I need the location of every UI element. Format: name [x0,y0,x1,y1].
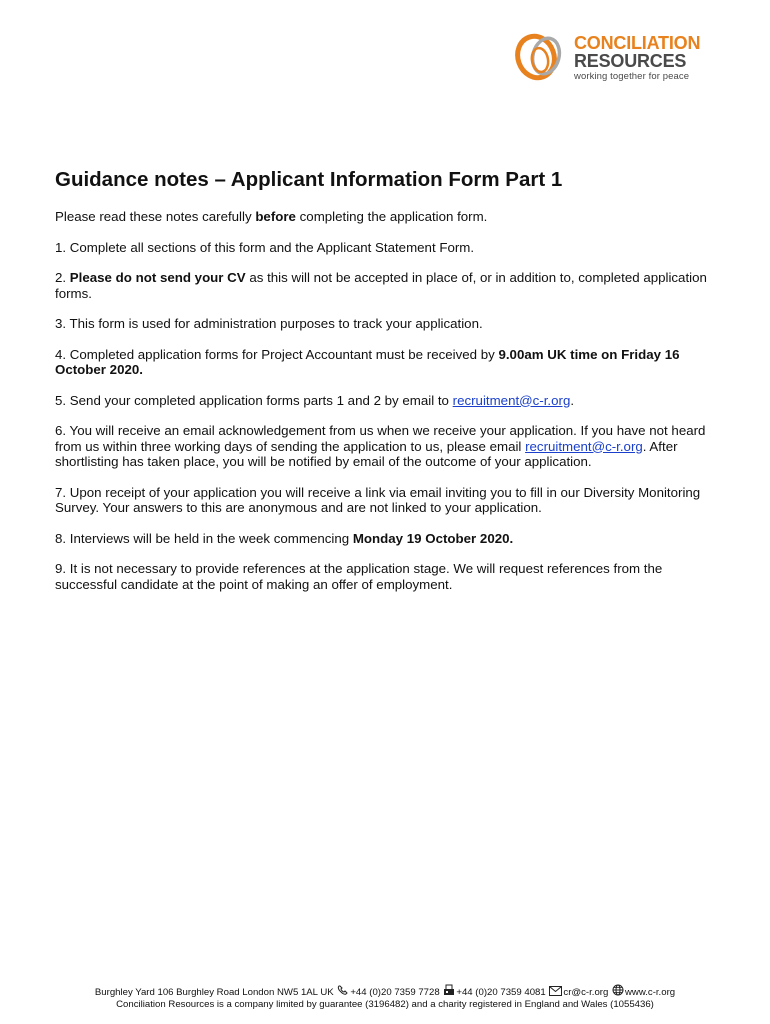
note-5-post: . [570,392,575,408]
page-title: Guidance notes – Applicant Information Form Part 1 [55,168,563,191]
note-6-pre: 6. You will receive an email acknowledgement from us when we receive your application. If you have not heard from us within three working days of sending the application to us, please email [55,423,706,454]
note-2-bold: Please do not send your CV [69,270,246,285]
note-9: 9. It is not necessary to provide references at the application stage. We will request references from the successful candidate at the point of making an offer of employment. [55,561,663,592]
globe-icon [612,984,624,996]
note-2-pre: 2. [55,270,70,285]
note-3: 3. This form is used for administration purposes to track your application. [55,316,483,331]
note-2-post: as this will not be accepted in place of, or in addition to, completed application forms. [55,270,707,301]
conciliation-resources-logo [512,28,716,86]
intro-paragraph [55,209,720,225]
fax-icon [443,984,455,996]
intro-bold: before [255,209,296,224]
envelope-icon [549,986,562,996]
footer-fax: +44 (0)20 7359 4081 [456,987,546,998]
note-8-bold: Monday 19 October 2020. [352,530,514,546]
phone-icon [337,985,349,996]
note-4-pre: 4. Completed application forms for Project Accountant must be received by [55,346,499,362]
footer-web: www.c-r.org [624,987,676,998]
footer-email: cr@c-r.org [563,987,609,998]
note-6-post: . After shortlisting has taken place, you will be notified by email of the outcome of your application. [55,438,678,469]
note-8 [55,531,720,547]
note-1: 1. Complete all sections of this form and the Applicant Statement Form. [55,239,475,255]
logo-line-2: RESOURCES [574,51,687,71]
note-4 [55,347,720,378]
recruitment-email-link-2[interactable]: recruitment@c-r.org [525,438,643,454]
page-footer [0,984,770,1011]
note-7: 7. Upon receipt of your application you will receive a link via email inviting you to fill in our Diversity Monitoring Survey. Your answers to this are anonymous and are not linked to your application. [55,484,701,515]
note-5-pre: 5. Send your completed application forms parts 1 and 2 by email to [55,392,453,408]
footer-legal: Conciliation Resources is a company limited by guarantee (3196482) and a charity registered in England and Wales (1055436) [116,999,654,1010]
intro-post: completing the application form. [295,209,488,224]
recruitment-email-link[interactable]: recruitment@c-r.org [452,392,571,408]
note-2 [55,270,720,301]
footer-phone: +44 (0)20 7359 7728 [350,987,440,998]
footer-address: Burghley Yard 106 Burghley Road London NW5 1AL UK [94,987,334,998]
note-6 [55,423,720,470]
footer-contact-line [0,984,770,999]
note-8-pre: 8. Interviews will be held in the week commencing [55,530,353,546]
logo-tagline: working together for peace [574,71,690,82]
note-4-bold: 9.00am UK time on Friday 16 October 2020. [55,346,680,377]
guidance-notes [55,166,720,607]
logo-mark-icon [512,28,572,86]
intro-pre: Please read these notes carefully [55,209,256,224]
note-5 [55,393,720,409]
logo-line-1: CONCILIATION [574,33,701,53]
